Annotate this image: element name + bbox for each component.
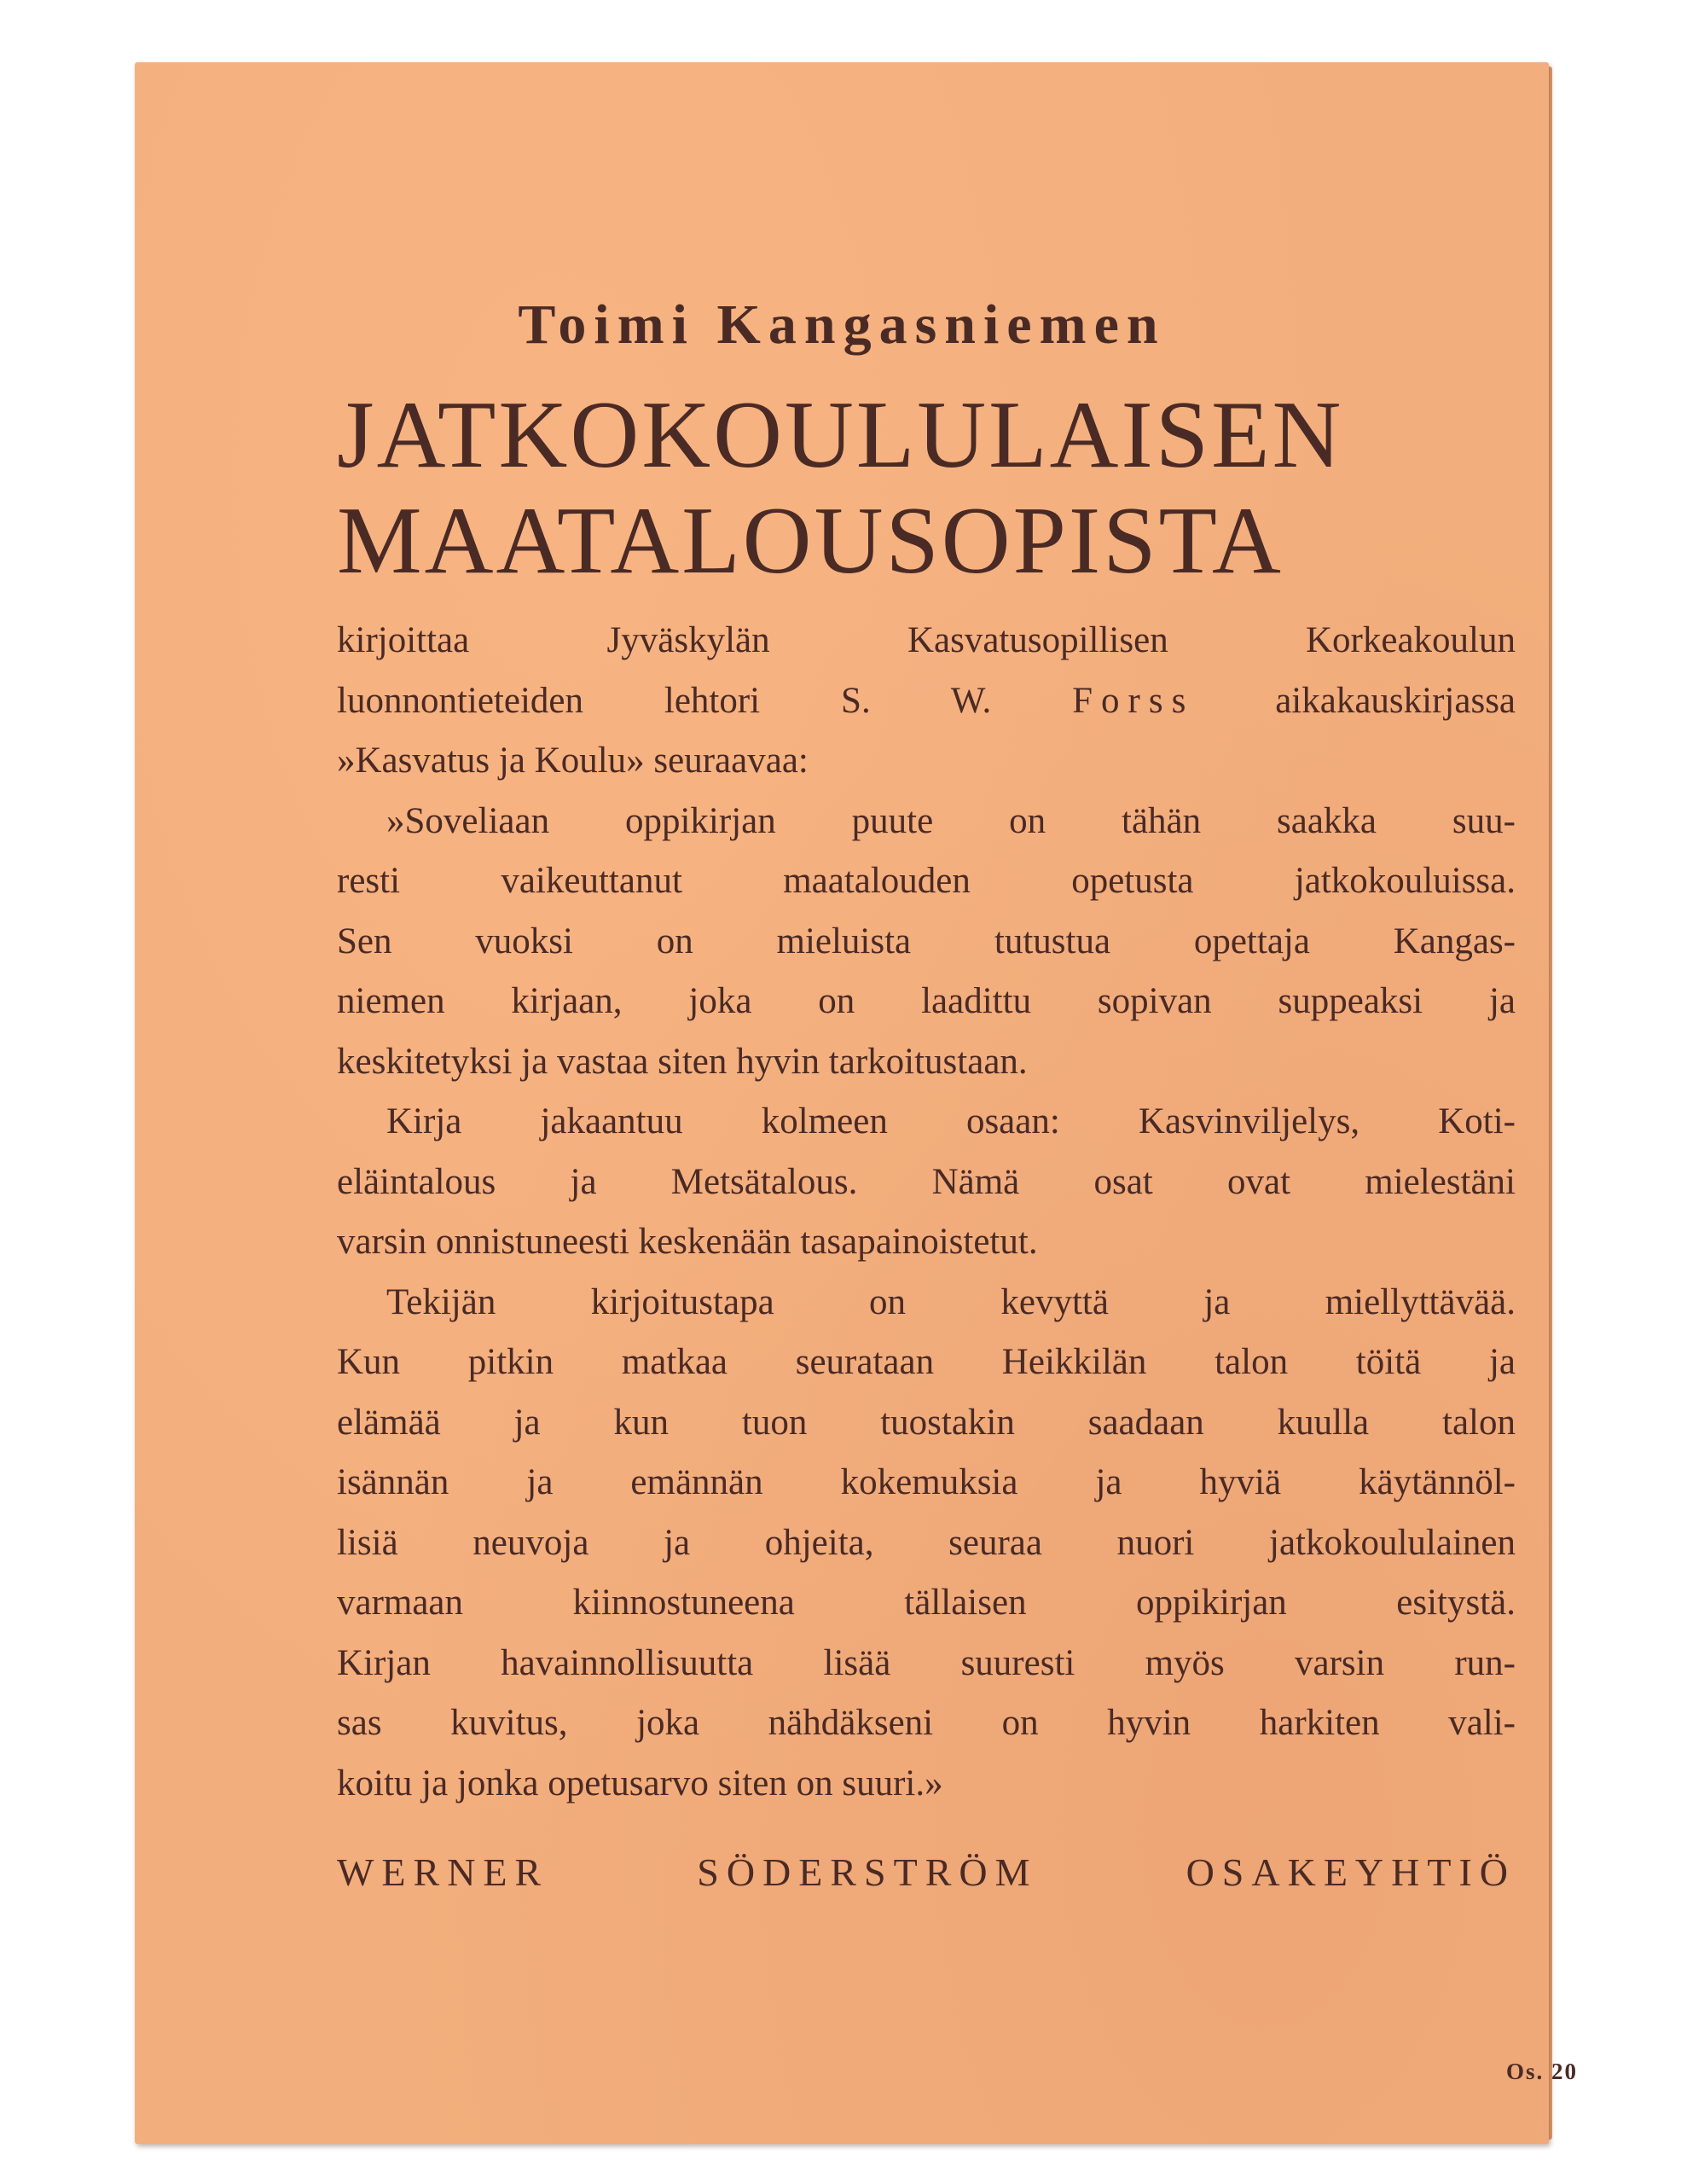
publisher-name: WERNER SÖDERSTRÖM OSAKEYHTIÖ <box>337 1850 1516 1894</box>
intro-line-part: aikakauskirjassa <box>1275 680 1516 721</box>
quote-line: eläintalous ja Metsätalous. Nämä osat ovat mielestäni <box>337 1161 1516 1202</box>
quote-line: varsin onnistuneesti keskenään tasapainoistetut. <box>337 1222 1038 1262</box>
quote-line: niemen kirjaan, joka on laadittu sopivan suppeaksi ja <box>337 981 1516 1021</box>
quote-line: sas kuvitus, joka nähdäkseni on hyvin harkiten vali- <box>337 1703 1516 1743</box>
author-line: Toimi Kangasniemen <box>518 293 1166 356</box>
reviewer-name: Forss <box>1072 680 1195 721</box>
quote-line: elämää ja kun tuon tuostakin saadaan kuulla talon <box>337 1402 1516 1443</box>
quote-line: lisiä neuvoja ja ohjeita, seuraa nuori jatkokoululainen <box>337 1522 1516 1563</box>
quote-line: koitu ja jonka opetusarvo siten on suuri.» <box>337 1763 943 1804</box>
quote-line: keskitetyksi ja vastaa siten hyvin tarkoitustaan. <box>337 1041 1028 1082</box>
quote-line: Kirja jakaantuu kolmeen osaan: Kasvinviljelys, Koti- <box>386 1101 1516 1141</box>
intro-line <box>337 671 1516 732</box>
book-back-cover <box>135 62 1579 2144</box>
review-text <box>337 611 1516 1814</box>
quote-line: resti vaikeuttanut maatalouden opetusta jatkokouluissa. <box>337 861 1516 901</box>
quote-line: »Soveliaan oppikirjan puute on tähän saakka suu- <box>386 800 1516 841</box>
quote-line: Tekijän kirjoitustapa on kevyttä ja miellyttävää. <box>386 1281 1516 1322</box>
intro-line: »Kasvatus ja Koulu» seuraavaa: <box>337 741 809 781</box>
quote-line: Sen vuoksi on mieluista tutustua opettaja Kangas- <box>337 921 1516 961</box>
quote-line: Kirjan havainnollisuutta lisää suuresti myös varsin run- <box>337 1642 1516 1683</box>
catalog-code: Os. 20 <box>1506 2059 1579 2084</box>
title-line-2: MAATALOUSOPISTA <box>337 488 1284 594</box>
quote-line: isännän ja emännän kokemuksia ja hyviä käytännöl- <box>337 1462 1516 1502</box>
quote-line: varmaan kiinnostuneena tällaisen oppikirjan esitystä. <box>337 1583 1516 1623</box>
title-line-1: JATKOKOULULAISEN <box>337 382 1344 488</box>
quote-line: Kun pitkin matkaa seurataan Heikkilän talon töitä ja <box>337 1342 1516 1382</box>
intro-line: kirjoittaa Jyväskylän Kasvatusopillisen Korkeakoulun <box>337 620 1516 660</box>
intro-line-part: luonnontieteiden lehtori S. W. <box>337 680 992 721</box>
